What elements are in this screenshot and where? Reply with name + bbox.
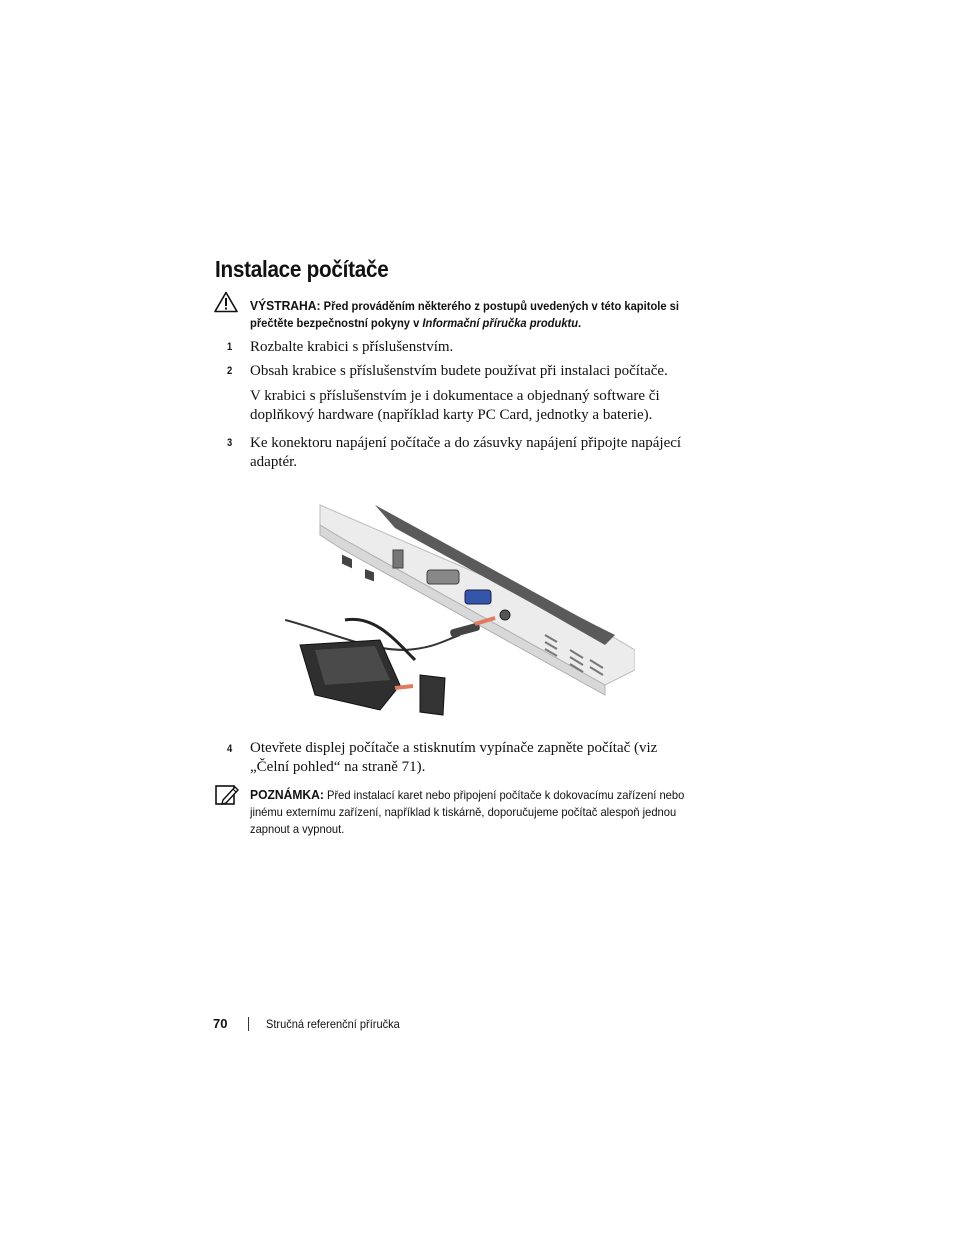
step-number: 3 (227, 437, 233, 449)
step-number: 2 (227, 365, 233, 377)
page-number: 70 (213, 1016, 228, 1031)
footer-divider (248, 1017, 249, 1031)
step-text: Ke konektoru napájení počítače a do zásuvky napájení připojte napájecí adaptér. (250, 435, 682, 470)
warning-label: VÝSTRAHA: (250, 298, 321, 313)
warning-text: Před prováděním některého z postupů uvedených v této kapitole si přečtěte bezpečnostní pokyny v (250, 299, 679, 330)
step-number: 1 (227, 341, 233, 353)
pencil-note-icon (215, 784, 239, 806)
page-title: Instalace počítače (215, 256, 389, 282)
note-callout (250, 786, 706, 838)
step-text: Otevřete displej počítače a stisknutím vypínače zapněte počítač (viz „Čelní pohled“ na straně 71). (250, 740, 658, 775)
power-adapter-illustration (285, 500, 635, 725)
note-label: POZNÁMKA: (250, 787, 324, 802)
warning-triangle-icon (214, 291, 238, 313)
warning-doc-reference: Informační příručka produktu (422, 316, 579, 330)
step-number: 4 (227, 743, 233, 755)
footer-title: Stručná referenční příručka (266, 1017, 400, 1031)
warning-end: . (578, 316, 582, 330)
step-text: Obsah krabice s příslušenstvím budete používat při instalaci počítače. (250, 363, 668, 379)
warning-callout (250, 297, 706, 332)
step-text: Rozbalte krabici s příslušenstvím. (250, 339, 454, 355)
step-detail: V krabici s příslušenstvím je i dokumentace a objednaný software či doplňkový hardware (například karty PC Card, jednotky a baterie). (250, 388, 660, 423)
note-text: Před instalací karet nebo připojení počítače k dokovacímu zařízení nebo jinému externímu zařízení, například k tiskárně, doporučujeme počítač alespoň jednou zapnout a vypnout. (250, 788, 685, 836)
